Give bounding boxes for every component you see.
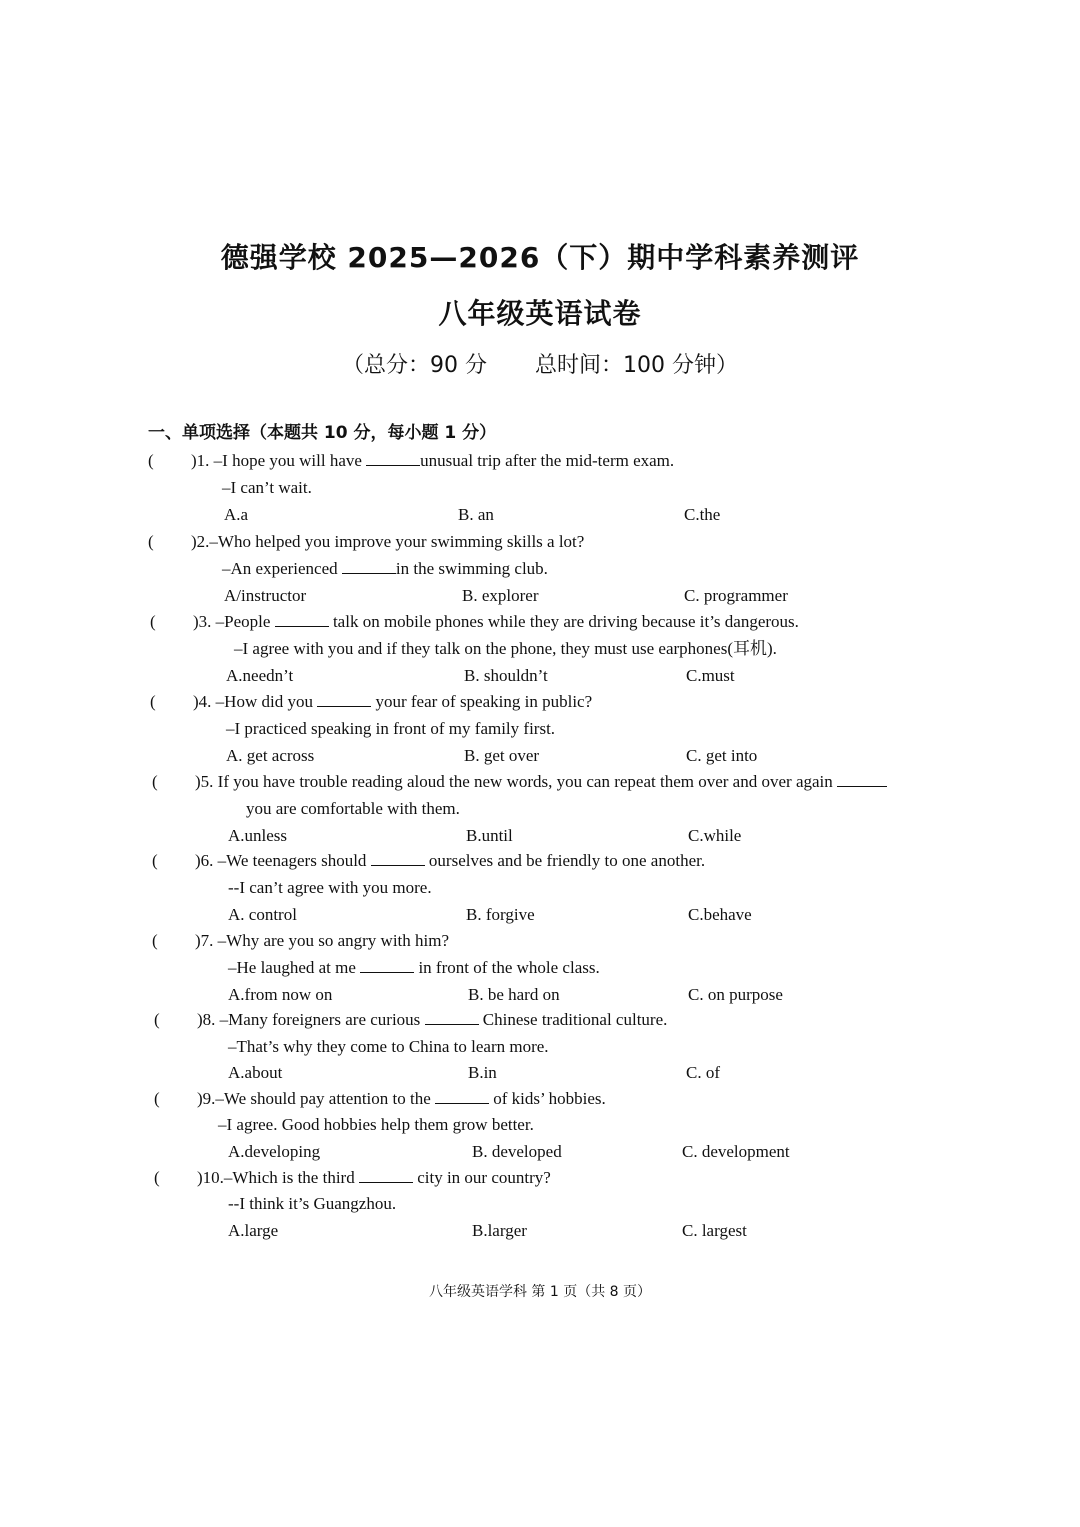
answer-paren[interactable]: ( xyxy=(152,931,158,950)
exam-subtitle: 八年级英语试卷 xyxy=(438,297,642,330)
section-heading: 一、单项选择（本题共 10 分，每小题 1 分） xyxy=(148,423,497,443)
question-stem: )6. –We teenagers should ourselves and be friendly to one another. xyxy=(195,851,706,870)
question-reply: --I can’t agree with you more. xyxy=(228,878,432,897)
option-a: A.a xyxy=(224,505,249,524)
question-continuation: you are comfortable with them. xyxy=(246,799,460,818)
answer-blank xyxy=(371,850,425,866)
question-stem: )2.–Who helped you improve your swimming skills a lot? xyxy=(191,532,585,551)
option-a: A.unless xyxy=(228,826,288,845)
option-c: C. programmer xyxy=(684,586,788,605)
option-a: A/instructor xyxy=(224,586,307,605)
answer-blank xyxy=(837,771,887,787)
answer-paren[interactable]: ( xyxy=(154,1168,160,1187)
option-b: B.larger xyxy=(472,1221,527,1240)
option-c: C. on purpose xyxy=(688,985,783,1004)
question-stem: )3. –People talk on mobile phones while they are driving because it’s dangerous. xyxy=(193,612,799,631)
question-stem: )8. –Many foreigners are curious Chinese traditional culture. xyxy=(197,1010,668,1029)
option-c: C. development xyxy=(682,1142,790,1161)
score-time-line xyxy=(0,348,1080,379)
question-stem: )7. –Why are you so angry with him? xyxy=(195,931,450,950)
option-b: B. an xyxy=(458,505,494,524)
option-b: B. be hard on xyxy=(468,985,560,1004)
option-b: B. explorer xyxy=(462,586,539,605)
option-c: C.must xyxy=(686,666,735,685)
question-reply: –I can’t wait. xyxy=(222,478,312,497)
question-stem: )4. –How did you your fear of speaking in public? xyxy=(193,692,593,711)
option-c: C.behave xyxy=(688,905,752,924)
option-a: A.needn’t xyxy=(226,666,294,685)
page-footer: 八年级英语学科 第 1 页（共 8 页） xyxy=(428,1284,652,1300)
answer-blank xyxy=(425,1009,479,1025)
option-b: B. developed xyxy=(472,1142,562,1161)
question-stem: )1. –I hope you will have unusual trip after the mid-term exam. xyxy=(191,451,675,470)
question-reply: –I agree. Good hobbies help them grow better. xyxy=(218,1115,534,1134)
option-b: B. forgive xyxy=(466,905,535,924)
option-a: A.from now on xyxy=(228,985,333,1004)
answer-paren[interactable]: ( xyxy=(152,851,158,870)
option-a: A. control xyxy=(228,905,297,924)
option-a: A.developing xyxy=(228,1142,321,1161)
answer-blank xyxy=(359,1167,413,1183)
answer-blank xyxy=(360,957,414,973)
option-c: C.the xyxy=(684,505,721,524)
option-a: A.large xyxy=(228,1221,279,1240)
option-b: B. get over xyxy=(464,746,540,765)
answer-blank xyxy=(366,450,420,466)
answer-paren[interactable]: ( xyxy=(150,612,156,631)
option-c: C.while xyxy=(688,826,742,845)
answer-blank xyxy=(435,1088,489,1104)
option-c: C. largest xyxy=(682,1221,747,1240)
question-reply: –That’s why they come to China to learn more. xyxy=(228,1037,549,1056)
option-a: A.about xyxy=(228,1063,283,1082)
answer-paren[interactable]: ( xyxy=(148,532,154,551)
option-c: C. get into xyxy=(686,746,758,765)
exam-title: 德强学校 2025—2026（下）期中学科素养测评 xyxy=(220,241,860,274)
question-reply: –I agree with you and if they talk on the phone, they must use earphones(耳机). xyxy=(234,639,777,658)
option-c: C. of xyxy=(686,1063,720,1082)
answer-paren[interactable]: ( xyxy=(150,692,156,711)
option-b: B.in xyxy=(468,1063,497,1082)
answer-blank xyxy=(317,691,371,707)
question-stem: )5. If you have trouble reading aloud the new words, you can repeat them over and over again xyxy=(195,771,887,793)
answer-blank xyxy=(275,611,329,627)
question-reply: –I practiced speaking in front of my family first. xyxy=(226,719,556,738)
question-reply: –He laughed at me in front of the whole class. xyxy=(228,958,600,977)
total-time: 总时间：100 分钟） xyxy=(535,353,738,378)
option-a: A. get across xyxy=(226,746,315,765)
total-score: （总分：90 分 xyxy=(342,353,487,378)
option-b: B.until xyxy=(466,826,513,845)
question-stem: )9.–We should pay attention to the of kids’ hobbies. xyxy=(197,1089,606,1108)
question-stem: )10.–Which is the third city in our country? xyxy=(197,1168,551,1187)
answer-paren[interactable]: ( xyxy=(148,451,154,470)
answer-blank xyxy=(342,558,396,574)
answer-paren[interactable]: ( xyxy=(154,1089,160,1108)
answer-paren[interactable]: ( xyxy=(154,1010,160,1029)
option-b: B. shouldn’t xyxy=(464,666,548,685)
question-reply: –An experienced in the swimming club. xyxy=(222,559,548,578)
question-reply: --I think it’s Guangzhou. xyxy=(228,1194,397,1213)
answer-paren[interactable]: ( xyxy=(152,772,158,791)
